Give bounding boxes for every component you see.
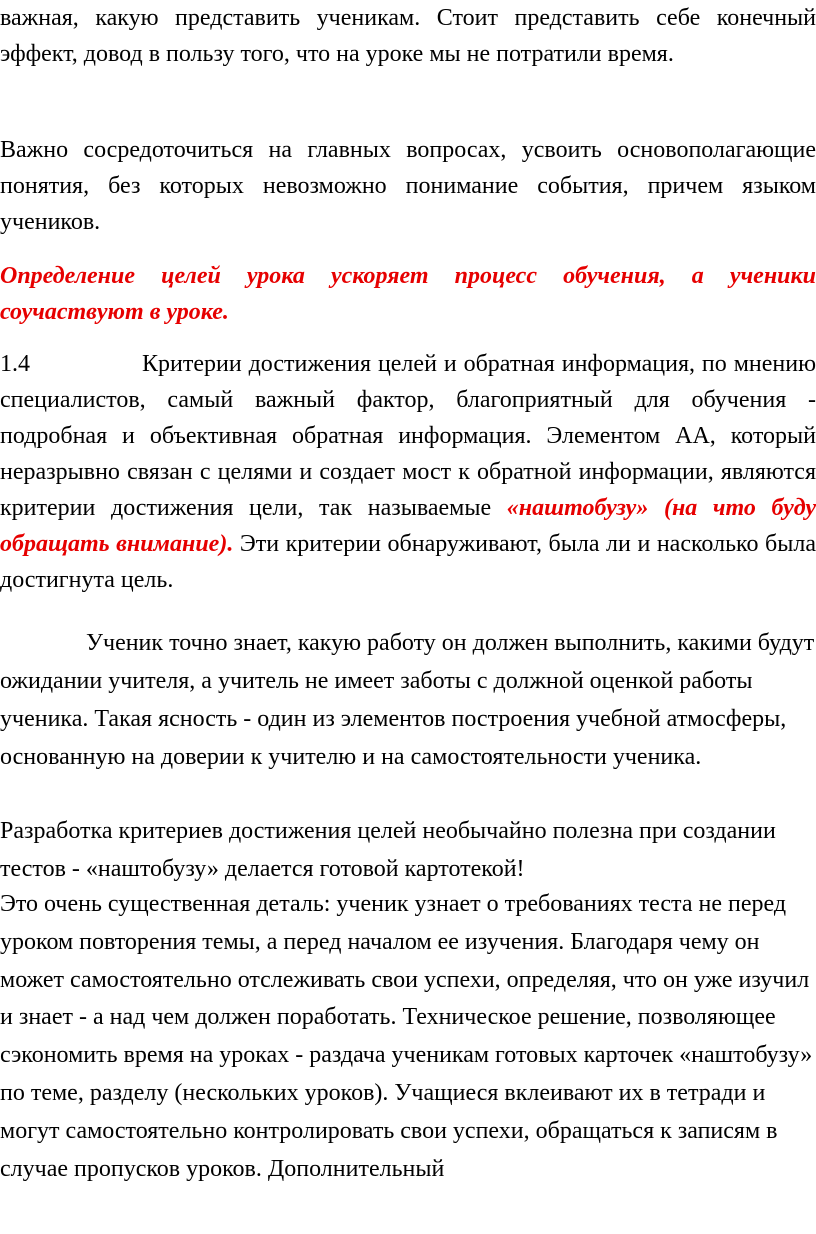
highlighted-statement: Определение целей урока ускоряет процесс обучения, а ученики соучаствуют в уроке. [0, 263, 816, 325]
paragraph-1: важная, какую представить ученикам. Стоит представить себе конечный эффект, довод в пользу того, что на уроке мы не потратили время. [0, 5, 816, 67]
paragraph-detail: Это очень существенная деталь: ученик узнает о требованиях теста не перед уроком повторения темы, а перед началом ее изучения. Благодаря чему он может самостоятельно отслеживать свои успехи, определяя, что он уже изучил и знает - а над чем должен поработать. Техническое решение, позволяющее сэкономить время на уроках - раздача ученикам готовых карточек «наштобузу» по теме, разделу (нескольких уроков). Учащиеся вклеивают их в тетради и могут самостоятельно контролировать свои успехи, обращаться к записям в случае пропусков уроков. Дополнительный [0, 891, 813, 1182]
section-text-start: Критерии достижения целей и обратная информация, по мнению специалистов, самый важный фактор, благоприятный для обучения - подробная и объективная обратная информация. Элементом АА, который неразрывно связан с целями и создает мост к обратной информации, являются критерии достижения цели, так называемые [0, 351, 816, 521]
section-1-4-paragraph [0, 346, 816, 598]
section-number: 1.4 [0, 351, 30, 377]
naштobuzu-term: «наштобузу» (на что буду обращать внимание). [0, 495, 816, 557]
paragraph-student: Ученик точно знает, какую работу он должен выполнить, какими будут ожидании учителя, а учитель не имеет заботы с должной оценкой работы ученика. Такая ясность - один из элементов построения учебной атмосферы, основанную на доверии к учителю и на самостоятельности ученика. [0, 630, 815, 770]
paragraph-2: Важно сосредоточиться на главных вопросах, усвоить основополагающие понятия, без которых невозможно понимание события, причем языком учеников. [0, 137, 816, 235]
paragraph-criteria: Разработка критериев достижения целей необычайно полезна при создании тестов - «наштобузу» делается готовой картотекой! [0, 818, 776, 882]
section-text-end: Эти критерии обнаруживают, была ли и насколько была достигнута цель. [0, 531, 816, 593]
